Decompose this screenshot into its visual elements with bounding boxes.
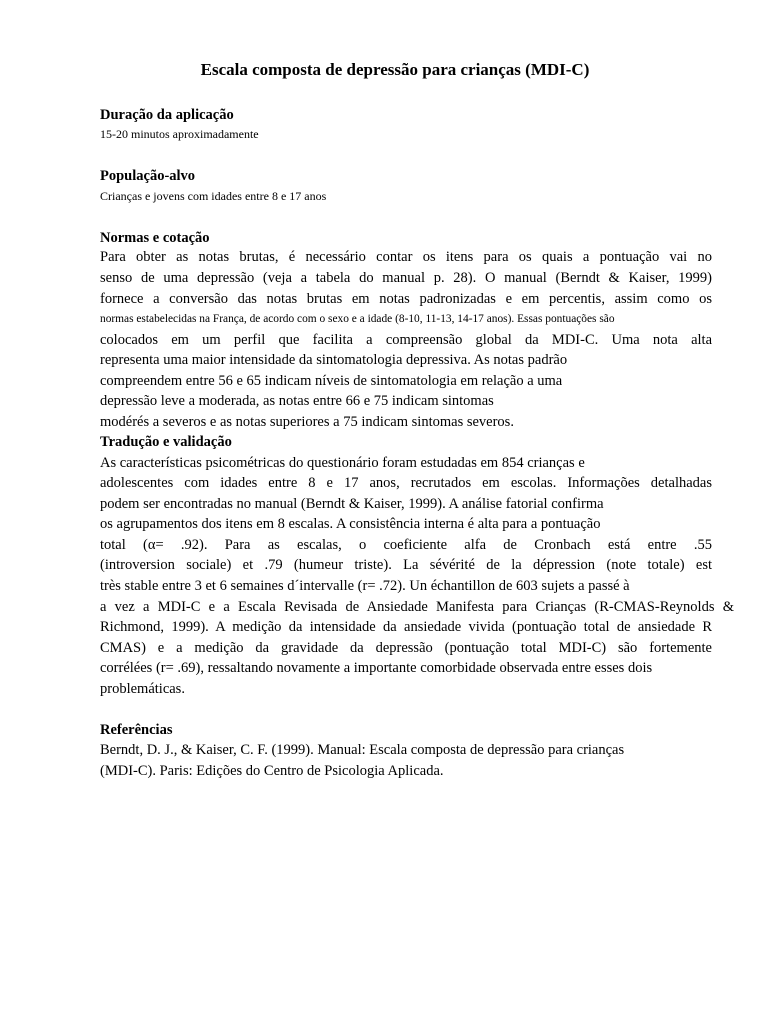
validation-heading: Tradução e validação (100, 434, 232, 450)
validation-line: adolescentes com idades entre 8 e 17 anos, recrutados em escolas. Informações detalhadas (100, 475, 712, 491)
validation-line: corrélées (r= .69), ressaltando novamente a importante comorbidade observada entre esses dois (100, 660, 653, 676)
validation-line: problemáticas. (100, 681, 185, 697)
norms-line: Para obter as notas brutas, é necessário contar os itens para os quais a pontuação vai no (100, 249, 712, 265)
validation-line: os agrupamentos dos itens em 8 escalas. A consistência interna é alta para a pontuação (100, 516, 601, 532)
norms-line: depressão leve a moderada, as notas entre 66 e 75 indicam sintomas (100, 393, 494, 409)
validation-line: CMAS) e a medição da gravidade da depressão (pontuação total MDI-C) são fortemente (100, 640, 712, 656)
validation-line: très stable entre 3 et 6 semaines d´intervalle (r= .72). Un échantillon de 603 sujets a passé à (100, 578, 630, 594)
duration-heading: Duração da aplicação (100, 107, 234, 123)
norms-line: modérés a severos e as notas superiores a 75 indicam sintomas severos. (100, 414, 514, 430)
validation-line: total (α= .92). Para as escalas, o coeficiente alfa de Cronbach está entre .55 (100, 537, 712, 553)
references-heading: Referências (100, 722, 173, 738)
validation-line: (introversion sociale) et .79 (humeur triste). La sévérité de la dépression (note totale) est (100, 557, 712, 573)
norms-heading: Normas e cotação (100, 230, 210, 246)
validation-line: a vez a MDI-C e a Escala Revisada de Ansiedade Manifesta para Crianças (R-CMAS-Reynolds & (100, 599, 734, 615)
validation-line: podem ser encontradas no manual (Berndt & Kaiser, 1999). A análise fatorial confirma (100, 496, 604, 512)
population-text: Crianças e jovens com idades entre 8 e 17 anos (100, 189, 327, 203)
duration-text: 15-20 minutos aproximadamente (100, 127, 259, 141)
validation-line: Richmond, 1999). A medição da intensidade da ansiedade vivida (pontuação total de ansiedade R (100, 619, 712, 635)
norms-line: senso de uma depressão (veja a tabela do manual p. 28). O manual (Berndt & Kaiser, 1999) (100, 270, 712, 286)
norms-line: colocados em um perfil que facilita a compreensão global da MDI-C. Uma nota alta (100, 332, 712, 348)
reference-line: Berndt, D. J., & Kaiser, C. F. (1999). Manual: Escala composta de depressão para crianças (100, 742, 625, 758)
norms-line: representa uma maior intensidade da sintomatologia depressiva. As notas padrão (100, 352, 568, 368)
reference-line: (MDI-C). Paris: Edições do Centro de Psicologia Aplicada. (100, 763, 444, 779)
norms-line: compreendem entre 56 e 65 indicam níveis de sintomatologia em relação a uma (100, 373, 563, 389)
norms-line: fornece a conversão das notas brutas em notas padronizadas e em percentis, assim como os (100, 291, 712, 307)
norms-line: normas estabelecidas na França, de acordo com o sexo e a idade (8-10, 11-13, 14-17 anos). Essas pontuações são (100, 313, 615, 325)
validation-line: As características psicométricas do questionário foram estudadas em 854 crianças e (100, 455, 585, 471)
population-heading: População-alvo (100, 168, 196, 184)
document-title: Escala composta de depressão para crianças (MDI-C) (200, 60, 590, 79)
